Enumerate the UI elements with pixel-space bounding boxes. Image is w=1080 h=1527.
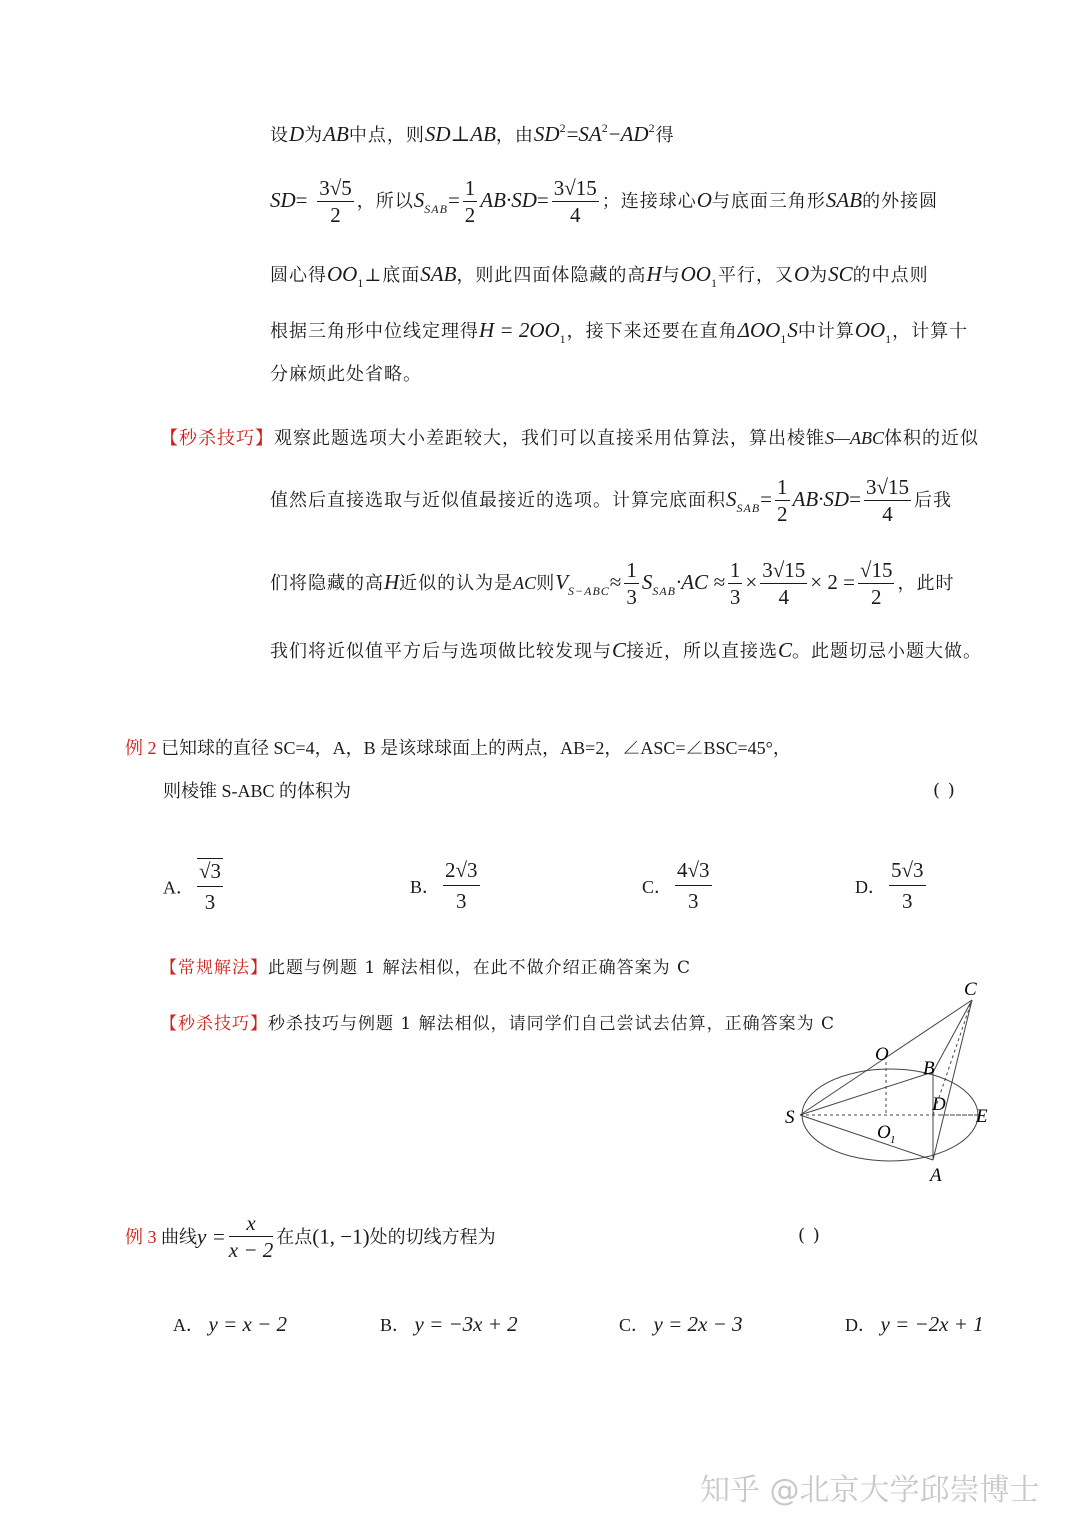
option-c[interactable]: C． y = 2x − 3 <box>619 1312 743 1336</box>
fraction: $\frac{1}{3}$ <box>729 558 741 609</box>
fraction: $\frac{√15}{2}$ <box>859 558 893 609</box>
normal-method: 【常规解法】此题与例题 1 解法相似，在此不做介绍正确答案为 C <box>160 958 692 978</box>
solution-line-2: SD= $\frac{3√5}{2}$ ，所以$S_{SAB}=$ $\frac{1}{2}$ AB·SD= $\frac{3√15}{4}$ ；连接球心O与底面三角形SAB的外接圆 <box>270 176 939 227</box>
label-E: E <box>976 1106 988 1127</box>
option-c[interactable]: C． $\frac{4√3}{3}$ <box>642 858 710 913</box>
trick-method: 【秒杀技巧】秒杀技巧与例题 1 解法相似，请同学们自己尝试去估算，正确答案为 C <box>160 1014 836 1034</box>
option-d[interactable]: D． y = −2x + 1 <box>845 1312 984 1336</box>
fraction: $\frac{3√15}{4}$ <box>762 558 806 609</box>
fraction: $\frac{1}{3}$ <box>626 558 637 609</box>
fraction: $\frac{1}{2}$ <box>464 176 476 227</box>
example-3-question: 例 3 曲线y = $\frac{x}{x - 2}$ 在点(1, −1)处的切线方程为 <box>125 1211 496 1262</box>
label-O: O <box>875 1044 889 1065</box>
label-A: A <box>930 1165 942 1185</box>
answer-paren: ( ) <box>933 780 956 801</box>
solution-line-4: 根据三角形中位线定理得$H = 2OO_1$，接下来还要在直角$\Delta OO_1S$中计算$OO_1$，计算十 <box>270 318 969 346</box>
option-d[interactable]: D． $\frac{5√3}{3}$ <box>855 858 924 913</box>
fraction: $\frac{1}{2}$ <box>777 475 788 526</box>
option-a[interactable]: A． $\frac{√3}{3}$ <box>163 859 222 914</box>
example-label: 例 3 <box>125 1227 157 1247</box>
option-b[interactable]: B． $\frac{2√3}{3}$ <box>410 858 478 913</box>
trick-line-4: 我们将近似值平方后与选项做比较发现与C接近，所以直接选C。此题切忌小题大做。 <box>270 638 983 662</box>
label-D: D <box>932 1094 946 1115</box>
fraction: $\frac{3√15}{4}$ <box>553 176 597 227</box>
watermark: 知乎 @北京大学邱崇博士 <box>700 1473 1040 1508</box>
sphere-figure <box>770 970 1010 1185</box>
label-O1-sub: 1 <box>890 1134 896 1146</box>
option-b[interactable]: B． y = −3x + 2 <box>380 1312 518 1336</box>
trick-line-3: 们将隐藏的高H近似的认为是AC则$V_{S-ABC}\approx$ $\frac{1}{3}$ $S_{SAB}\cdot AC$ ≈ $\frac{1}{3}$ × $\frac{3√15}{4}$ × 2 = $\frac{√15}{2}$ ，此时 <box>270 558 955 609</box>
trick-line-2: 值然后直接选取与近似值最接近的选项。计算完底面积$S_{SAB}=$ $\frac{1}{2}$ AB·SD= $\frac{3√15}{4}$ 后我 <box>270 475 952 526</box>
example-label: 例 2 <box>125 738 157 758</box>
example-2-question: 例 2 已知球的直径 SC=4，A，B 是该球球面上的两点，AB=2，∠ASC=∠BSC=45°， <box>125 738 791 758</box>
label-S: S <box>785 1107 795 1128</box>
fraction: $\frac{3√15}{4}$ <box>865 475 909 526</box>
label-O1: O <box>877 1122 891 1143</box>
trick-line-1: 【秒杀技巧】观察此题选项大小差距较大，我们可以直接采用估算法，算出棱锥S—ABC体积的近似 <box>160 428 980 449</box>
label-B: B <box>923 1058 935 1079</box>
example-2-question-cont: 则棱锥 S-ABC 的体积为 <box>163 781 352 801</box>
fraction: $\frac{x}{x - 2}$ <box>228 1211 274 1262</box>
solution-line-3: 圆心得$OO_1\perp$底面SAB，则此四面体隐藏的高H与$OO_1$平行，又O为SC的中点则 <box>270 262 929 290</box>
solution-line-1: 设D为AB中点，则SD⊥AB，由$SD^2=SA^2-AD^2$得 <box>270 121 675 146</box>
solution-line-5: 分麻烦此处省略。 <box>270 364 422 385</box>
answer-paren: ( ) <box>798 1225 821 1246</box>
fraction: $\frac{3√5}{2}$ <box>319 176 352 227</box>
trick-label: 【秒杀技巧】 <box>160 428 274 449</box>
option-a[interactable]: A． y = x − 2 <box>173 1312 287 1336</box>
label-C: C <box>964 979 977 1000</box>
